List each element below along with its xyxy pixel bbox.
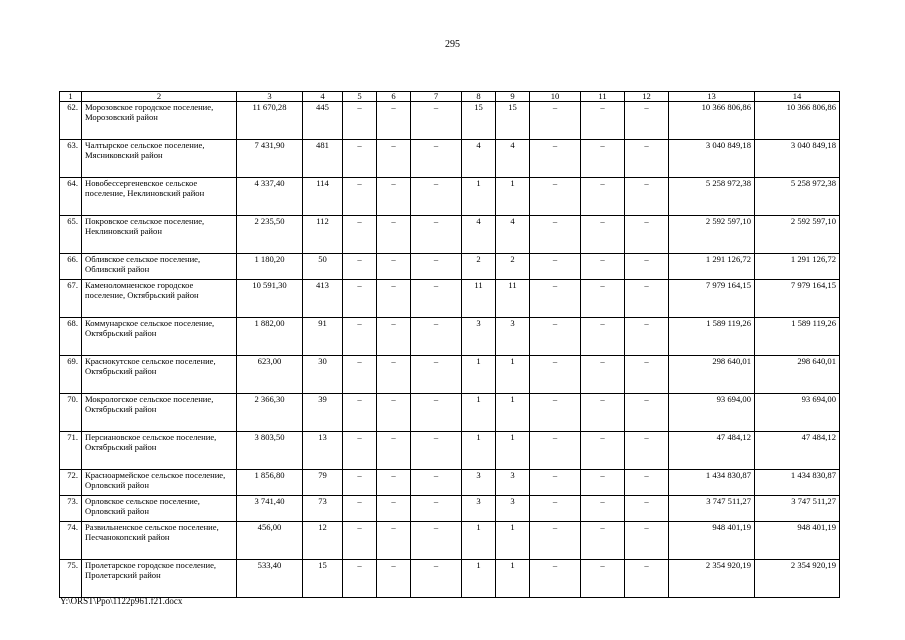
cell-c9: 1 xyxy=(496,178,530,216)
table-row xyxy=(60,560,840,598)
cell-c8: 11 xyxy=(462,280,496,318)
cell-c6: – xyxy=(377,522,411,560)
cell-c11: – xyxy=(581,254,625,280)
cell-c4: 114 xyxy=(303,178,343,216)
cell-c7: – xyxy=(411,470,462,496)
cell-c10: – xyxy=(530,140,581,178)
cell-num: 62. xyxy=(60,102,82,140)
cell-num: 70. xyxy=(60,394,82,432)
cell-c6: – xyxy=(377,216,411,254)
cell-c5: – xyxy=(343,254,377,280)
cell-c3: 3 803,50 xyxy=(237,432,303,470)
cell-c3: 2 366,30 xyxy=(237,394,303,432)
cell-c14: 5 258 972,38 xyxy=(755,178,840,216)
cell-c9: 1 xyxy=(496,356,530,394)
cell-c7: – xyxy=(411,254,462,280)
cell-name: Развильненское сельское поселение, Песчанокопский район xyxy=(82,522,237,560)
cell-c10: – xyxy=(530,356,581,394)
cell-c6: – xyxy=(377,496,411,522)
cell-c11: – xyxy=(581,280,625,318)
data-table xyxy=(59,91,840,598)
cell-num: 63. xyxy=(60,140,82,178)
cell-c9: 4 xyxy=(496,216,530,254)
cell-name: Новобессергеневское сельское поселение, Неклиновский район xyxy=(82,178,237,216)
cell-c9: 4 xyxy=(496,140,530,178)
cell-name: Краснокутское сельское поселение, Октябрьский район xyxy=(82,356,237,394)
cell-c13: 2 354 920,19 xyxy=(669,560,755,598)
cell-name: Красноармейское сельское поселение, Орловский район xyxy=(82,470,237,496)
cell-c10: – xyxy=(530,254,581,280)
cell-c8: 3 xyxy=(462,496,496,522)
cell-c5: – xyxy=(343,560,377,598)
cell-c8: 2 xyxy=(462,254,496,280)
cell-c10: – xyxy=(530,432,581,470)
cell-c7: – xyxy=(411,216,462,254)
cell-c9: 1 xyxy=(496,394,530,432)
cell-c5: – xyxy=(343,522,377,560)
cell-c9: 1 xyxy=(496,522,530,560)
cell-c9: 3 xyxy=(496,470,530,496)
cell-c8: 4 xyxy=(462,216,496,254)
cell-c8: 4 xyxy=(462,140,496,178)
column-header-3: 3 xyxy=(237,92,303,102)
cell-c8: 1 xyxy=(462,356,496,394)
cell-num: 73. xyxy=(60,496,82,522)
cell-c12: – xyxy=(625,394,669,432)
table-body xyxy=(60,92,840,598)
cell-c7: – xyxy=(411,280,462,318)
cell-num: 65. xyxy=(60,216,82,254)
cell-name: Каменоломненское городское поселение, Октябрьский район xyxy=(82,280,237,318)
page-number: 295 xyxy=(445,39,460,50)
cell-c4: 50 xyxy=(303,254,343,280)
cell-c14: 1 291 126,72 xyxy=(755,254,840,280)
cell-c14: 1 589 119,26 xyxy=(755,318,840,356)
cell-c5: – xyxy=(343,432,377,470)
cell-c4: 15 xyxy=(303,560,343,598)
cell-c3: 7 431,90 xyxy=(237,140,303,178)
cell-c14: 948 401,19 xyxy=(755,522,840,560)
cell-c7: – xyxy=(411,140,462,178)
table-row xyxy=(60,102,840,140)
cell-c13: 93 694,00 xyxy=(669,394,755,432)
cell-c11: – xyxy=(581,432,625,470)
cell-c10: – xyxy=(530,496,581,522)
cell-c7: – xyxy=(411,522,462,560)
cell-c13: 5 258 972,38 xyxy=(669,178,755,216)
cell-name: Покровское сельское поселение, Неклиновский район xyxy=(82,216,237,254)
column-header-11: 11 xyxy=(581,92,625,102)
cell-c9: 2 xyxy=(496,254,530,280)
cell-c6: – xyxy=(377,394,411,432)
cell-num: 64. xyxy=(60,178,82,216)
cell-c14: 93 694,00 xyxy=(755,394,840,432)
cell-c9: 1 xyxy=(496,560,530,598)
table-row xyxy=(60,178,840,216)
cell-c11: – xyxy=(581,394,625,432)
cell-name: Коммунарское сельское поселение, Октябрьский район xyxy=(82,318,237,356)
cell-c12: – xyxy=(625,432,669,470)
column-header-6: 6 xyxy=(377,92,411,102)
cell-c10: – xyxy=(530,178,581,216)
table-row xyxy=(60,318,840,356)
table-row xyxy=(60,470,840,496)
cell-c14: 2 354 920,19 xyxy=(755,560,840,598)
cell-c11: – xyxy=(581,560,625,598)
cell-c10: – xyxy=(530,216,581,254)
cell-c5: – xyxy=(343,102,377,140)
cell-num: 66. xyxy=(60,254,82,280)
cell-num: 71. xyxy=(60,432,82,470)
cell-c9: 15 xyxy=(496,102,530,140)
cell-c4: 30 xyxy=(303,356,343,394)
cell-c7: – xyxy=(411,432,462,470)
cell-name: Чалтырское сельское поселение, Мясниковский район xyxy=(82,140,237,178)
cell-c4: 112 xyxy=(303,216,343,254)
cell-c13: 7 979 164,15 xyxy=(669,280,755,318)
column-header-8: 8 xyxy=(462,92,496,102)
column-header-7: 7 xyxy=(411,92,462,102)
cell-c13: 948 401,19 xyxy=(669,522,755,560)
cell-c11: – xyxy=(581,318,625,356)
table-row xyxy=(60,394,840,432)
cell-c9: 3 xyxy=(496,496,530,522)
cell-c10: – xyxy=(530,522,581,560)
cell-c8: 3 xyxy=(462,318,496,356)
column-header-4: 4 xyxy=(303,92,343,102)
cell-c7: – xyxy=(411,102,462,140)
cell-c12: – xyxy=(625,318,669,356)
file-path-footer: Y:\ORST\Ppo\1122p961.f21.docx xyxy=(60,596,183,606)
cell-c7: – xyxy=(411,394,462,432)
column-header-9: 9 xyxy=(496,92,530,102)
cell-c3: 3 741,40 xyxy=(237,496,303,522)
cell-c4: 445 xyxy=(303,102,343,140)
cell-c7: – xyxy=(411,178,462,216)
cell-c10: – xyxy=(530,560,581,598)
column-header-2: 2 xyxy=(82,92,237,102)
table-row xyxy=(60,254,840,280)
table-row xyxy=(60,216,840,254)
cell-c14: 3 747 511,27 xyxy=(755,496,840,522)
cell-c4: 413 xyxy=(303,280,343,318)
cell-c8: 1 xyxy=(462,522,496,560)
cell-c10: – xyxy=(530,470,581,496)
cell-c12: – xyxy=(625,178,669,216)
cell-name: Мокрологское сельское поселение, Октябрьский район xyxy=(82,394,237,432)
cell-c3: 10 591,30 xyxy=(237,280,303,318)
cell-c9: 1 xyxy=(496,432,530,470)
cell-c8: 3 xyxy=(462,470,496,496)
cell-c9: 3 xyxy=(496,318,530,356)
cell-c3: 2 235,50 xyxy=(237,216,303,254)
cell-c11: – xyxy=(581,178,625,216)
cell-c11: – xyxy=(581,470,625,496)
cell-c4: 13 xyxy=(303,432,343,470)
column-header-5: 5 xyxy=(343,92,377,102)
cell-c11: – xyxy=(581,496,625,522)
cell-c4: 91 xyxy=(303,318,343,356)
cell-c12: – xyxy=(625,102,669,140)
cell-c8: 1 xyxy=(462,394,496,432)
cell-c5: – xyxy=(343,470,377,496)
table-row xyxy=(60,522,840,560)
cell-c12: – xyxy=(625,280,669,318)
cell-c8: 15 xyxy=(462,102,496,140)
cell-num: 67. xyxy=(60,280,82,318)
cell-c11: – xyxy=(581,140,625,178)
cell-c6: – xyxy=(377,254,411,280)
cell-c14: 2 592 597,10 xyxy=(755,216,840,254)
cell-c5: – xyxy=(343,394,377,432)
column-header-10: 10 xyxy=(530,92,581,102)
cell-c12: – xyxy=(625,522,669,560)
cell-c3: 1 856,80 xyxy=(237,470,303,496)
cell-c7: – xyxy=(411,356,462,394)
cell-c3: 4 337,40 xyxy=(237,178,303,216)
cell-c3: 623,00 xyxy=(237,356,303,394)
cell-c12: – xyxy=(625,216,669,254)
cell-num: 68. xyxy=(60,318,82,356)
cell-c14: 7 979 164,15 xyxy=(755,280,840,318)
cell-c6: – xyxy=(377,560,411,598)
cell-c11: – xyxy=(581,216,625,254)
cell-c8: 1 xyxy=(462,560,496,598)
table-row xyxy=(60,496,840,522)
cell-c7: – xyxy=(411,496,462,522)
cell-c5: – xyxy=(343,356,377,394)
cell-name: Обливское сельское поселение, Обливский район xyxy=(82,254,237,280)
table-row xyxy=(60,432,840,470)
cell-c8: 1 xyxy=(462,178,496,216)
cell-c6: – xyxy=(377,318,411,356)
cell-c13: 3 747 511,27 xyxy=(669,496,755,522)
cell-name: Пролетарское городское поселение, Пролетарский район xyxy=(82,560,237,598)
cell-c6: – xyxy=(377,140,411,178)
cell-c4: 39 xyxy=(303,394,343,432)
column-header-1: 1 xyxy=(60,92,82,102)
cell-c3: 1 180,20 xyxy=(237,254,303,280)
cell-c13: 3 040 849,18 xyxy=(669,140,755,178)
cell-name: Морозовское городское поселение, Морозовский район xyxy=(82,102,237,140)
cell-c13: 298 640,01 xyxy=(669,356,755,394)
cell-num: 74. xyxy=(60,522,82,560)
cell-c6: – xyxy=(377,102,411,140)
cell-c11: – xyxy=(581,522,625,560)
cell-c12: – xyxy=(625,470,669,496)
cell-num: 75. xyxy=(60,560,82,598)
cell-c13: 1 291 126,72 xyxy=(669,254,755,280)
cell-c14: 47 484,12 xyxy=(755,432,840,470)
cell-c7: – xyxy=(411,318,462,356)
table-row xyxy=(60,140,840,178)
cell-c11: – xyxy=(581,356,625,394)
cell-c6: – xyxy=(377,178,411,216)
cell-name: Орловское сельское поселение, Орловский район xyxy=(82,496,237,522)
cell-c12: – xyxy=(625,496,669,522)
cell-c13: 1 589 119,26 xyxy=(669,318,755,356)
cell-c9: 11 xyxy=(496,280,530,318)
cell-c3: 533,40 xyxy=(237,560,303,598)
cell-c12: – xyxy=(625,254,669,280)
column-header-12: 12 xyxy=(625,92,669,102)
column-header-13: 13 xyxy=(669,92,755,102)
table-row xyxy=(60,356,840,394)
cell-c14: 10 366 806,86 xyxy=(755,102,840,140)
cell-c7: – xyxy=(411,560,462,598)
cell-c3: 456,00 xyxy=(237,522,303,560)
cell-c5: – xyxy=(343,496,377,522)
table-row xyxy=(60,280,840,318)
cell-c13: 10 366 806,86 xyxy=(669,102,755,140)
cell-c11: – xyxy=(581,102,625,140)
cell-c5: – xyxy=(343,140,377,178)
cell-c14: 3 040 849,18 xyxy=(755,140,840,178)
cell-c14: 1 434 830,87 xyxy=(755,470,840,496)
cell-c10: – xyxy=(530,318,581,356)
cell-c10: – xyxy=(530,394,581,432)
cell-c10: – xyxy=(530,102,581,140)
column-header-14: 14 xyxy=(755,92,840,102)
cell-c6: – xyxy=(377,356,411,394)
cell-c12: – xyxy=(625,356,669,394)
cell-c5: – xyxy=(343,280,377,318)
header-row xyxy=(60,92,840,102)
cell-c4: 79 xyxy=(303,470,343,496)
cell-c4: 481 xyxy=(303,140,343,178)
cell-c6: – xyxy=(377,432,411,470)
cell-c6: – xyxy=(377,280,411,318)
cell-c14: 298 640,01 xyxy=(755,356,840,394)
cell-name: Персиановское сельское поселение, Октябрьский район xyxy=(82,432,237,470)
cell-c5: – xyxy=(343,318,377,356)
cell-c13: 2 592 597,10 xyxy=(669,216,755,254)
cell-c10: – xyxy=(530,280,581,318)
cell-num: 72. xyxy=(60,470,82,496)
cell-c5: – xyxy=(343,216,377,254)
cell-c8: 1 xyxy=(462,432,496,470)
cell-c12: – xyxy=(625,560,669,598)
cell-num: 69. xyxy=(60,356,82,394)
cell-c6: – xyxy=(377,470,411,496)
cell-c13: 47 484,12 xyxy=(669,432,755,470)
cell-c4: 12 xyxy=(303,522,343,560)
cell-c5: – xyxy=(343,178,377,216)
cell-c12: – xyxy=(625,140,669,178)
cell-c4: 73 xyxy=(303,496,343,522)
cell-c3: 11 670,28 xyxy=(237,102,303,140)
cell-c3: 1 882,00 xyxy=(237,318,303,356)
cell-c13: 1 434 830,87 xyxy=(669,470,755,496)
